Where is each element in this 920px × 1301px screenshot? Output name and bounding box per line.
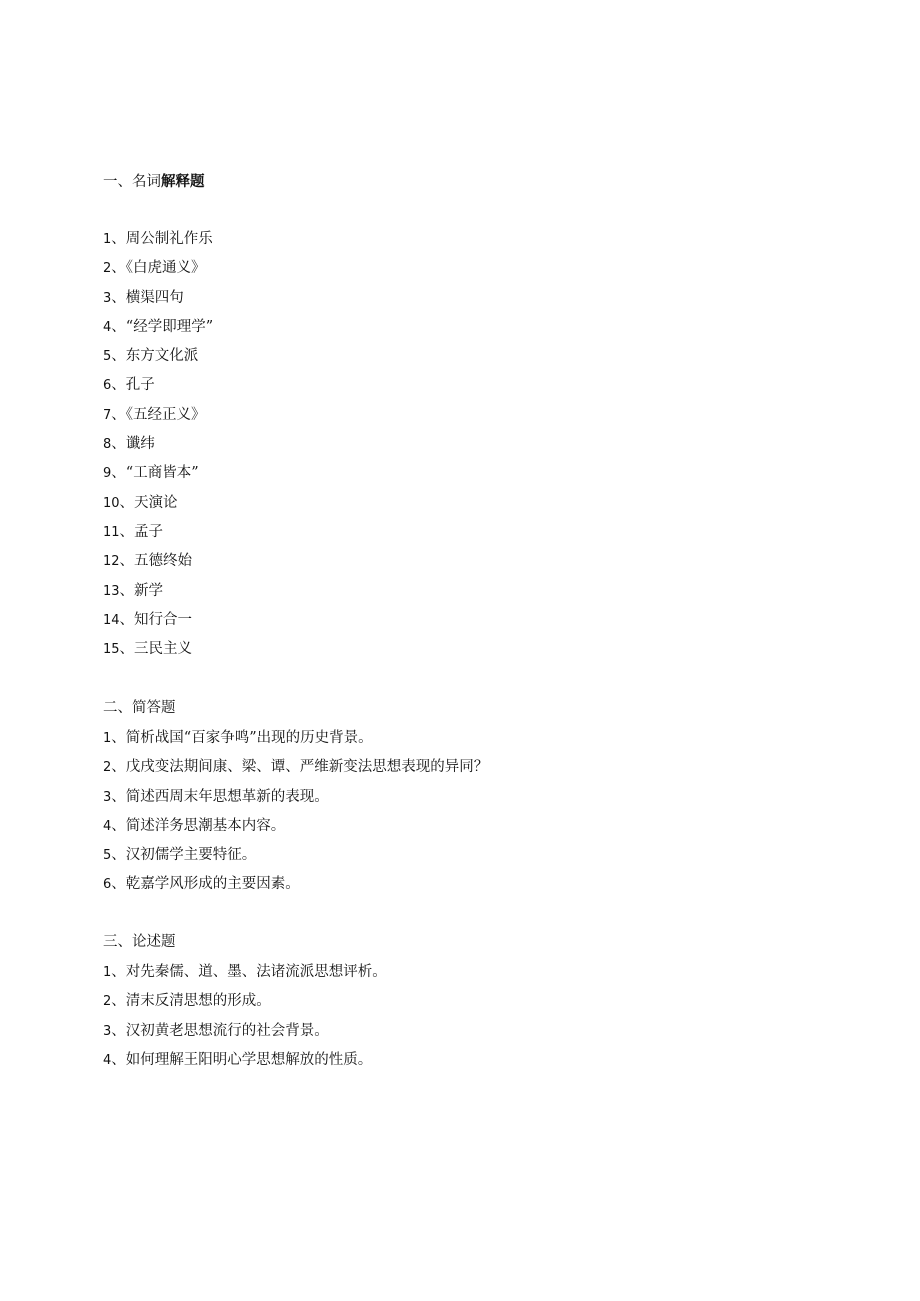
item-text: 、“工商皆本” bbox=[111, 465, 199, 482]
item-number: 4 bbox=[103, 1052, 112, 1068]
item-text: 、《五经正义》 bbox=[111, 406, 206, 423]
item-number: 2 bbox=[103, 760, 112, 776]
item-number: 6 bbox=[103, 378, 112, 394]
list-item bbox=[103, 489, 823, 518]
list-item bbox=[103, 724, 823, 753]
section-1-list bbox=[103, 225, 823, 664]
item-number: 4 bbox=[103, 818, 112, 834]
list-item bbox=[103, 371, 823, 400]
item-text: 、汉初黄老思想流行的社会背景。 bbox=[111, 1022, 329, 1039]
list-item bbox=[103, 254, 823, 283]
item-number: 1 bbox=[103, 965, 112, 980]
list-item bbox=[103, 284, 823, 313]
item-number: 11 bbox=[103, 524, 120, 540]
item-number: 3 bbox=[103, 290, 112, 306]
item-number: 6 bbox=[103, 877, 112, 893]
item-number: 8 bbox=[103, 437, 112, 453]
item-number: 13 bbox=[103, 583, 120, 599]
list-item bbox=[103, 1017, 823, 1046]
item-text: 、对先秦儒、道、墨、法诸流派思想评析。 bbox=[111, 964, 387, 980]
item-text: 、谶纬 bbox=[111, 436, 155, 453]
item-text: 、东方文化派 bbox=[111, 348, 199, 365]
item-text: 、五德终始 bbox=[119, 553, 193, 570]
list-item bbox=[103, 841, 823, 870]
item-text: 、新学 bbox=[119, 582, 164, 599]
item-number: 1 bbox=[103, 731, 112, 746]
list-item bbox=[103, 313, 823, 342]
item-text: 、简析战国“百家争鸣”出现的历史背景。 bbox=[111, 730, 373, 746]
list-item bbox=[103, 401, 823, 430]
list-item bbox=[103, 225, 823, 254]
item-text: 、简述洋务思潮基本内容。 bbox=[111, 817, 286, 834]
item-text: 、戊戌变法期间康、梁、谭、严维新变法思想表现的异同？ bbox=[111, 759, 489, 776]
item-text: 、孟子 bbox=[119, 523, 164, 540]
list-item bbox=[103, 987, 823, 1016]
list-item bbox=[103, 783, 823, 812]
list-item bbox=[103, 342, 823, 371]
section-1-title-bold: 解释题 bbox=[161, 173, 205, 190]
item-text: 、横渠四句 bbox=[111, 289, 184, 306]
list-item bbox=[103, 459, 823, 488]
section-1-heading bbox=[103, 167, 823, 196]
item-text: 、周公制礼作乐 bbox=[111, 231, 213, 247]
item-text: 、孔子 bbox=[111, 377, 155, 394]
item-text: 、清末反清思想的形成。 bbox=[111, 993, 271, 1010]
item-text: 、《白虎通义》 bbox=[111, 260, 206, 277]
section-3-heading: 三、论述题 bbox=[103, 934, 176, 950]
item-text: 、天演论 bbox=[119, 494, 178, 511]
item-number: 5 bbox=[103, 349, 112, 365]
item-number: 4 bbox=[103, 319, 112, 335]
item-text: 、三民主义 bbox=[119, 641, 193, 658]
section-2-heading: 二、简答题 bbox=[103, 700, 176, 716]
item-text: 、乾嘉学风形成的主要因素。 bbox=[111, 876, 300, 893]
list-item bbox=[103, 958, 823, 987]
section-1-title-prefix: 一、名词 bbox=[103, 174, 161, 190]
item-text: 、知行合一 bbox=[119, 611, 193, 628]
list-item bbox=[103, 635, 823, 664]
item-number: 3 bbox=[103, 789, 112, 805]
item-text: 、汉初儒学主要特征。 bbox=[111, 847, 257, 864]
item-text: 、如何理解王阳明心学思想解放的性质。 bbox=[111, 1051, 373, 1068]
list-item bbox=[103, 430, 823, 459]
item-number: 10 bbox=[103, 495, 120, 511]
list-item bbox=[103, 606, 823, 635]
item-number: 1 bbox=[103, 232, 112, 247]
item-number: 15 bbox=[103, 642, 120, 658]
item-number: 2 bbox=[103, 261, 112, 277]
item-text: 、简述西周末年思想革新的表现。 bbox=[111, 788, 329, 805]
section-3-list bbox=[103, 958, 823, 1075]
item-text: 、“经学即理学” bbox=[111, 318, 214, 335]
section-2-list bbox=[103, 724, 823, 900]
item-number: 5 bbox=[103, 848, 112, 864]
item-number: 12 bbox=[103, 554, 120, 570]
item-number: 7 bbox=[103, 407, 112, 423]
list-item bbox=[103, 518, 823, 547]
list-item bbox=[103, 1046, 823, 1075]
list-item bbox=[103, 870, 823, 899]
item-number: 2 bbox=[103, 994, 112, 1010]
item-number: 14 bbox=[103, 612, 120, 628]
list-item bbox=[103, 812, 823, 841]
list-item bbox=[103, 753, 823, 782]
item-number: 9 bbox=[103, 466, 112, 482]
list-item bbox=[103, 547, 823, 576]
list-item bbox=[103, 577, 823, 606]
item-number: 3 bbox=[103, 1023, 112, 1039]
